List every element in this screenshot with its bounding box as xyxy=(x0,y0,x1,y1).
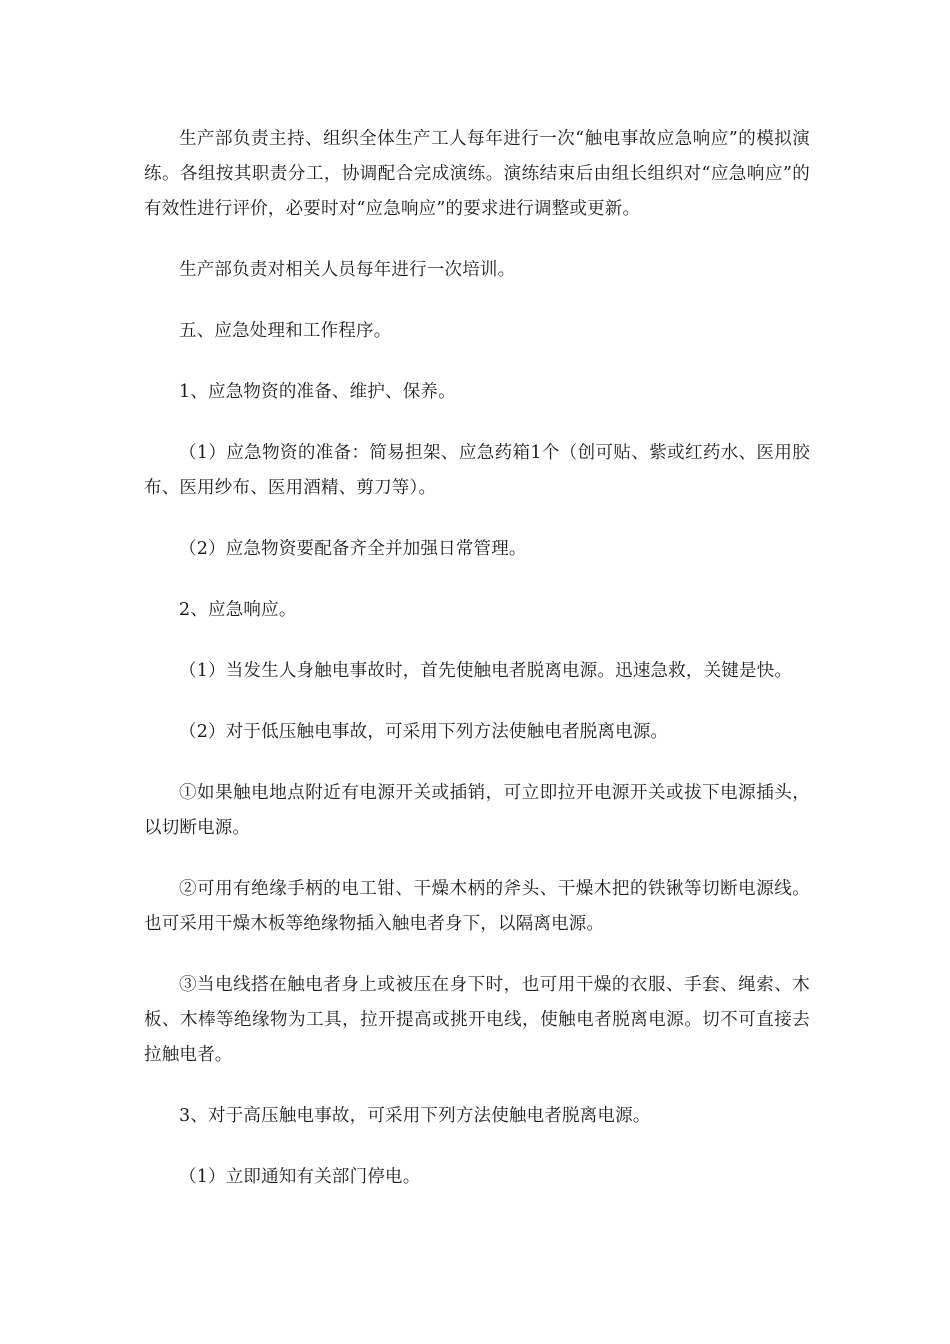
document-body xyxy=(144,122,810,1221)
section-heading-emergency-procedure: 五、应急处理和工作程序。 xyxy=(179,321,392,341)
paragraph-materials-management: （2）应急物资要配备齐全并加强日常管理。 xyxy=(179,539,527,559)
paragraph-drill: 生产部负责主持、组织全体生产工人每年进行一次“触电事故应急响应”的模拟演练。各组按其职责分工，协调配合完成演练。演练结束后由组长组织对“应急响应”的有效性进行评价，必要时对“应急响应”的要求进行调整或更新。 xyxy=(144,129,810,219)
subheading-materials: 1、应急物资的准备、维护、保养。 xyxy=(179,382,456,402)
subheading-high-voltage: 3、对于高压触电事故，可采用下列方法使触电者脱离电源。 xyxy=(179,1106,651,1126)
paragraph-materials-prep: （1）应急物资的准备：简易担架、应急药箱1个（创可贴、紫或红药水、医用胶布、医用纱布、医用酒精、剪刀等）。 xyxy=(144,443,810,498)
list-item-insulated-tools: ②可用有绝缘手柄的电工钳、干燥木柄的斧头、干燥木把的铁锹等切断电源线。也可采用干燥木板等绝缘物插入触电者身下，以隔离电源。 xyxy=(144,879,810,934)
subheading-response: 2、应急响应。 xyxy=(179,600,297,620)
list-item-switch: ①如果触电地点附近有电源开关或插销，可立即拉开电源开关或拔下电源插头，以切断电源。 xyxy=(144,783,810,838)
list-item-wire-removal: ③当电线搭在触电者身上或被压在身下时，也可用干燥的衣服、手套、绳索、木板、木棒等绝缘物为工具，拉开提高或挑开电线，使触电者脱离电源。切不可直接去拉触电者。 xyxy=(144,975,810,1065)
paragraph-low-voltage: （2）对于低压触电事故，可采用下列方法使触电者脱离电源。 xyxy=(179,722,669,742)
paragraph-training: 生产部负责对相关人员每年进行一次培训。 xyxy=(179,260,516,280)
paragraph-response-first: （1）当发生人身触电事故时，首先使触电者脱离电源。迅速急救，关键是快。 xyxy=(179,661,793,681)
paragraph-notify-power-off: （1）立即通知有关部门停电。 xyxy=(179,1167,421,1187)
